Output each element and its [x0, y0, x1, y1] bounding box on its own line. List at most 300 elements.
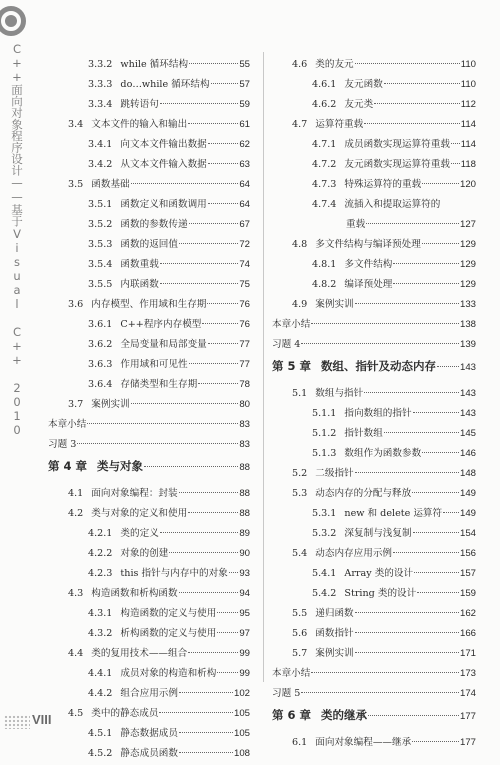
- toc-entry-number: 3.5.4: [88, 259, 113, 270]
- toc-entry-title: 面向对象编程：封装: [91, 488, 178, 499]
- toc-entry-title: 多文件结构与编译预处理: [315, 239, 421, 250]
- dot-leader: [179, 243, 238, 244]
- toc-entry-title: 数组作为函数参数: [344, 448, 422, 459]
- toc-entry-number: 5.3: [292, 488, 308, 499]
- toc-entry-title: 静态成员函数: [120, 748, 178, 759]
- toc-entry: [48, 416, 250, 436]
- toc-page-number: 83: [239, 439, 250, 450]
- dot-leader: [160, 103, 239, 104]
- dot-leader: [384, 432, 459, 433]
- dot-leader: [422, 452, 459, 453]
- toc-entry-number: 3.6.1: [88, 319, 113, 330]
- dot-leader: [198, 383, 238, 384]
- toc-entry: [272, 545, 476, 565]
- toc-entry-number: 5.6: [292, 628, 308, 639]
- dot-leader: [207, 303, 238, 304]
- dot-leader: [393, 552, 459, 553]
- toc-entry-number: 4.5.2: [88, 748, 113, 759]
- spine-title: C++面向对象程序设计——基于Visual C++ 2010: [10, 42, 24, 437]
- toc-entry: [272, 236, 476, 256]
- toc-entry: [272, 445, 476, 465]
- toc-entry-title: 类与对象的定义和使用: [91, 508, 188, 519]
- toc-entry-title: 指针数组: [344, 428, 383, 439]
- toc-entry: [48, 505, 250, 525]
- toc-entry: [272, 76, 476, 96]
- toc-entry-title: C++程序内存模型: [120, 319, 202, 330]
- toc-entry-number: 4.9: [292, 299, 308, 310]
- toc-entry-title: 类中的静态成员: [91, 708, 159, 719]
- toc-page-number: 57: [239, 79, 250, 90]
- toc-entry-number: 3.6.2: [88, 339, 113, 350]
- toc-page-number: 138: [459, 319, 476, 330]
- toc-entry: [272, 296, 476, 316]
- dot-leader: [189, 223, 239, 224]
- toc-entry: [48, 156, 250, 176]
- toc-entry-number: 3.4.1: [88, 139, 113, 150]
- toc-entry-number: 5.4.1: [312, 568, 337, 579]
- toc-page-number: 75: [239, 279, 250, 290]
- dot-leader: [355, 303, 459, 304]
- toc-entry-number: 3.7: [68, 399, 84, 410]
- toc-chapter-heading: [272, 358, 476, 382]
- toc-page-number: 88: [239, 508, 250, 519]
- toc-page-number: 110: [460, 79, 476, 90]
- toc-entry: [48, 525, 250, 545]
- dot-leader: [189, 63, 238, 64]
- toc-entry: [272, 645, 476, 665]
- toc-page-number: 177: [459, 711, 476, 722]
- toc-entry-title: new 和 delete 运算符: [344, 508, 443, 519]
- dot-leader: [301, 692, 459, 693]
- toc-entry-title: 类的继承: [321, 708, 368, 722]
- toc-page-number: 157: [459, 568, 476, 579]
- toc-entry-title: 类与对象: [97, 459, 144, 473]
- toc-entry: [48, 645, 250, 665]
- toc-page-number: 133: [459, 299, 476, 310]
- toc-entry-number: 5.7: [292, 648, 308, 659]
- toc-entry: [48, 336, 250, 356]
- toc-entry: [48, 96, 250, 116]
- toc-entry: [48, 485, 250, 505]
- toc-entry-number: 3.5: [68, 179, 84, 190]
- toc-entry-title: 组合应用示例: [120, 688, 178, 699]
- toc-page-number: 102: [233, 688, 250, 699]
- dot-leader: [188, 652, 238, 653]
- toc-page-number: 149: [459, 488, 476, 499]
- toc-entry: [272, 216, 476, 236]
- toc-entry: [48, 545, 250, 565]
- toc-entry-title: 本章小结: [272, 668, 311, 679]
- toc-entry-title: 类的定义: [120, 528, 159, 539]
- footer: [0, 711, 60, 731]
- toc-entry: [48, 356, 250, 376]
- dot-leader: [160, 283, 239, 284]
- toc-entry-number: 4.8: [292, 239, 308, 250]
- toc-entry: [272, 734, 476, 754]
- toc-entry-number: 4.6: [292, 59, 308, 70]
- toc-entry: [272, 565, 476, 585]
- toc-entry-title: 编译预处理: [344, 279, 393, 290]
- toc-entry-title: 习题 4: [272, 339, 301, 350]
- toc-entry-title: 构造函数的定义与使用: [120, 608, 217, 619]
- dot-leader: [208, 143, 239, 144]
- toc-page-number: 99: [239, 648, 250, 659]
- toc-page-number: 97: [239, 628, 250, 639]
- toc-entry-title: 动态内存应用示例: [315, 548, 393, 559]
- toc-entry-number: 第 6 章: [272, 708, 312, 722]
- toc-entry-number: 3.5.2: [88, 219, 113, 230]
- dot-leader: [131, 403, 239, 404]
- toc-entry-number: 第 5 章: [272, 359, 312, 373]
- toc-entry-title: 案例实训: [315, 299, 354, 310]
- dot-leader: [217, 612, 238, 613]
- toc-entry-number: 4.5: [68, 708, 84, 719]
- dot-leader: [412, 492, 459, 493]
- toc-entry-title: 类的复用技术——组合: [91, 648, 188, 659]
- toc-entry-title: while 循环结构: [120, 59, 189, 70]
- toc-entry-title: 案例实训: [315, 648, 354, 659]
- toc-entry: [48, 585, 250, 605]
- toc-page-number: 118: [460, 159, 476, 170]
- toc-entry: [48, 705, 250, 725]
- dot-leader: [160, 532, 239, 533]
- dot-leader: [311, 323, 459, 324]
- toc-entry-title: 类的友元: [315, 59, 354, 70]
- toc-entry-title: 指向数组的指针: [344, 408, 412, 419]
- toc-entry: [48, 565, 250, 585]
- toc-entry: [48, 396, 250, 416]
- dot-leader: [417, 592, 459, 593]
- dot-leader: [131, 183, 239, 184]
- dot-leader: [412, 741, 459, 742]
- toc-entry: [48, 56, 250, 76]
- toc-entry: [48, 436, 250, 456]
- toc-page-number: 173: [459, 668, 476, 679]
- dot-leader: [451, 143, 460, 144]
- toc-entry: [272, 385, 476, 405]
- toc-entry-title: do…while 循环结构: [120, 79, 210, 90]
- dot-leader: [384, 83, 460, 84]
- dot-leader: [179, 752, 233, 753]
- toc-entry-title: Array 类的设计: [344, 568, 414, 579]
- dot-leader: [413, 532, 459, 533]
- toc-entry-title: 构造函数和析构函数: [91, 588, 178, 599]
- toc-entry: [272, 425, 476, 445]
- toc-page-number: 148: [459, 468, 476, 479]
- toc-page-number: 149: [459, 508, 476, 519]
- toc-entry: [272, 665, 476, 685]
- dot-leader: [202, 323, 238, 324]
- toc-entry-number: 5.1.3: [312, 448, 337, 459]
- toc-page-number: 143: [459, 362, 476, 373]
- toc-page-number: 89: [239, 528, 250, 539]
- toc-entry-number: 4.4.2: [88, 688, 113, 699]
- toc-page-number: 143: [459, 388, 476, 399]
- toc-entry-number: 4.7.2: [312, 159, 337, 170]
- footer-dot-pattern: [4, 715, 30, 729]
- toc-entry-number: 3.6.3: [88, 359, 113, 370]
- toc-page-number: 88: [239, 488, 250, 499]
- dot-leader: [451, 163, 460, 164]
- toc-entry-number: 3.5.3: [88, 239, 113, 250]
- toc-page-number: 174: [459, 688, 476, 699]
- toc-entry-number: 3.4: [68, 119, 84, 130]
- toc-page-number: 114: [460, 119, 476, 130]
- dot-leader: [208, 163, 239, 164]
- toc-entry-title: 函数定义和函数调用: [120, 199, 207, 210]
- toc-page-number: 61: [239, 119, 250, 130]
- toc-entry-title: 友元类: [344, 99, 374, 110]
- toc-entry: [48, 76, 250, 96]
- logo-mark: [0, 6, 26, 36]
- toc-page-number: 76: [239, 299, 250, 310]
- toc-page-number: 171: [459, 648, 476, 659]
- dot-leader: [188, 512, 238, 513]
- toc-page-number: 55: [239, 59, 250, 70]
- toc-page-number: 95: [239, 608, 250, 619]
- toc-chapter-heading: [272, 707, 476, 731]
- toc-entry: [272, 505, 476, 525]
- toc-entry-number: 3.6: [68, 299, 84, 310]
- toc-entry-number: 4.3.2: [88, 628, 113, 639]
- toc-entry-number: 3.5.1: [88, 199, 113, 210]
- toc-entry-number: 5.5: [292, 608, 308, 619]
- toc-entry: [272, 136, 476, 156]
- dot-leader: [301, 343, 459, 344]
- toc-entry-number: 4.1: [68, 488, 84, 499]
- toc-entry: [48, 625, 250, 645]
- toc-page-number: 105: [233, 728, 250, 739]
- toc-entry-title: 案例实训: [91, 399, 130, 410]
- toc-entry: [272, 256, 476, 276]
- toc-entry-title: 友元函数: [344, 79, 383, 90]
- toc-page-number: 64: [239, 179, 250, 190]
- toc-entry: [272, 316, 476, 336]
- toc-entry-title: 函数重载: [120, 259, 159, 270]
- dot-leader: [179, 732, 233, 733]
- toc-page-number: 88: [239, 462, 250, 473]
- toc-page-number: 72: [239, 239, 250, 250]
- toc-chapter-heading: [48, 458, 250, 482]
- dot-leader: [189, 363, 239, 364]
- toc-page-number: 159: [459, 588, 476, 599]
- toc-entry: [48, 276, 250, 296]
- toc-entry: [272, 196, 476, 216]
- toc-entry-number: 3.3.2: [88, 59, 113, 70]
- toc-page-number: 177: [459, 737, 476, 748]
- dot-leader: [443, 512, 459, 513]
- toc-entry-title: 运算符重载: [315, 119, 364, 130]
- toc-entry: [48, 685, 250, 705]
- toc-entry-title: 存储类型和生存期: [120, 379, 198, 390]
- toc-page-number: 64: [239, 199, 250, 210]
- toc-entry-number: 5.3.2: [312, 528, 337, 539]
- toc-entry-title: 静态数据成员: [120, 728, 178, 739]
- toc-entry-number: 4.2.3: [88, 568, 113, 579]
- toc-entry-title: 面向对象编程——继承: [315, 737, 412, 748]
- toc-entry-number: 3.6.4: [88, 379, 113, 390]
- toc-entry: [272, 56, 476, 76]
- toc-entry: [48, 725, 250, 745]
- toc-entry: [48, 296, 250, 316]
- toc-page-number: 63: [239, 159, 250, 170]
- toc-page-number: 76: [239, 319, 250, 330]
- toc-entry-title: 文本文件的输入和输出: [91, 119, 188, 130]
- toc-entry-title: 本章小结: [48, 419, 87, 430]
- toc-entry-number: 4.7.4: [312, 199, 337, 210]
- toc-page-number: 129: [459, 259, 476, 270]
- toc-page-number: 93: [239, 568, 250, 579]
- dot-leader: [208, 343, 239, 344]
- toc-entry: [48, 236, 250, 256]
- toc-entry: [48, 745, 250, 765]
- toc-page-number: 145: [459, 428, 476, 439]
- dot-leader: [311, 672, 459, 673]
- toc-entry-title: 成员对象的构造和析构: [120, 668, 217, 679]
- toc-entry-title: 数组、指针及动态内存: [321, 359, 437, 373]
- dot-leader: [422, 243, 459, 244]
- toc-page-number: 129: [459, 279, 476, 290]
- dot-leader: [217, 632, 238, 633]
- toc-entry-title: 动态内存的分配与释放: [315, 488, 412, 499]
- toc-entry: [272, 336, 476, 356]
- toc-entry: [272, 116, 476, 136]
- toc-entry-number: 4.8.1: [312, 259, 337, 270]
- toc-entry: [272, 585, 476, 605]
- toc-entry: [48, 605, 250, 625]
- dot-leader: [211, 83, 239, 84]
- toc-page-number: 154: [459, 528, 476, 539]
- toc-entry-number: 4.7.1: [312, 139, 337, 150]
- toc-entry-title: 作用域和可见性: [120, 359, 188, 370]
- toc-entry-title: 数组与指针: [315, 388, 364, 399]
- toc-entry-title: 特殊运算符的重载: [344, 179, 422, 190]
- dot-leader: [355, 612, 459, 613]
- toc-entry: [272, 605, 476, 625]
- toc-entry-title: 内联函数: [120, 279, 159, 290]
- toc-entry: [272, 525, 476, 545]
- toc-page-number: 94: [239, 588, 250, 599]
- toc-entry: [48, 216, 250, 236]
- toc-entry-number: 3.3.4: [88, 99, 113, 110]
- toc-entry-title: 函数指针: [315, 628, 354, 639]
- toc-page-number: 139: [459, 339, 476, 350]
- dot-leader: [364, 123, 459, 124]
- toc-entry: [272, 625, 476, 645]
- toc-page-number: 129: [459, 239, 476, 250]
- toc-entry: [48, 665, 250, 685]
- toc-entry-title: 成员函数实现运算符重载: [344, 139, 450, 150]
- dot-leader: [188, 123, 238, 124]
- toc-left-column: [48, 56, 250, 765]
- toc-page-number: 146: [459, 448, 476, 459]
- toc-entry: [48, 196, 250, 216]
- dot-leader: [368, 715, 459, 716]
- toc-page-number: 108: [233, 748, 250, 759]
- toc-page-number: 99: [239, 668, 250, 679]
- toc-page-number: 105: [233, 708, 250, 719]
- toc-page-number: 90: [239, 548, 250, 559]
- toc-entry-title: 习题 5: [272, 688, 301, 699]
- toc-page-number: 110: [460, 59, 476, 70]
- toc-page-number: 114: [460, 139, 476, 150]
- toc-entry-title: 函数基础: [91, 179, 130, 190]
- toc-entry-title: String 类的设计: [344, 588, 417, 599]
- toc-page-number: 77: [239, 359, 250, 370]
- toc-page-number: 62: [239, 139, 250, 150]
- toc-entry-number: 5.4.2: [312, 588, 337, 599]
- toc-entry-number: 4.3: [68, 588, 84, 599]
- toc-entry: [48, 116, 250, 136]
- toc-entry-number: 5.1.1: [312, 408, 337, 419]
- dot-leader: [179, 492, 239, 493]
- toc-entry-title: 友元函数实现运算符重载: [344, 159, 450, 170]
- dot-leader: [217, 672, 238, 673]
- dot-leader: [437, 366, 459, 367]
- toc-entry-number: 4.7: [292, 119, 308, 130]
- toc-entry-title: 本章小结: [272, 319, 311, 330]
- toc-entry: [48, 256, 250, 276]
- toc-entry-title: 深复制与浅复制: [344, 528, 412, 539]
- dot-leader: [159, 712, 233, 713]
- dot-leader: [355, 472, 459, 473]
- dot-leader: [413, 412, 459, 413]
- toc-entry-number: 6.1: [292, 737, 308, 748]
- dot-leader: [169, 552, 238, 553]
- dot-leader: [364, 392, 459, 393]
- dot-leader: [355, 632, 459, 633]
- toc-entry-title: 对象的创建: [120, 548, 169, 559]
- toc-entry-number: 4.4.1: [88, 668, 113, 679]
- dot-leader: [393, 283, 459, 284]
- dot-leader: [355, 652, 459, 653]
- toc-page-number: 112: [460, 99, 476, 110]
- toc-entry-number: 第 4 章: [48, 459, 88, 473]
- toc-entry-title: 习题 3: [48, 439, 77, 450]
- toc-entry-number: 3.5.5: [88, 279, 113, 290]
- toc-entry-number: 5.1: [292, 388, 308, 399]
- dot-leader: [179, 692, 233, 693]
- toc-entry-number: 4.3.1: [88, 608, 113, 619]
- toc-entry-number: 4.5.1: [88, 728, 113, 739]
- dot-leader: [229, 572, 238, 573]
- toc-entry-number: 4.8.2: [312, 279, 337, 290]
- dot-leader: [208, 203, 239, 204]
- toc-entry: [272, 685, 476, 705]
- dot-leader: [87, 423, 238, 424]
- toc-entry: [48, 376, 250, 396]
- toc-entry-number: 5.3.1: [312, 508, 337, 519]
- toc-entry-title: 从文本文件输入数据: [120, 159, 207, 170]
- toc-entry-number: 4.2.2: [88, 548, 113, 559]
- toc-entry: [272, 176, 476, 196]
- toc-right-column: [272, 56, 476, 754]
- toc-entry: [272, 465, 476, 485]
- toc-page-number: 166: [459, 628, 476, 639]
- toc-entry: [272, 485, 476, 505]
- page-number: VIII: [32, 712, 52, 727]
- dot-leader: [355, 63, 460, 64]
- toc-page-number: 77: [239, 339, 250, 350]
- toc-entry-title: 流插入和提取运算符的: [344, 199, 441, 210]
- toc-entry: [272, 156, 476, 176]
- column-divider: [263, 52, 264, 682]
- toc-entry-number: 4.4: [68, 648, 84, 659]
- toc-entry-number: 4.7.3: [312, 179, 337, 190]
- toc-page-number: 83: [239, 419, 250, 430]
- toc-entry: [48, 316, 250, 336]
- toc-entry: [272, 405, 476, 425]
